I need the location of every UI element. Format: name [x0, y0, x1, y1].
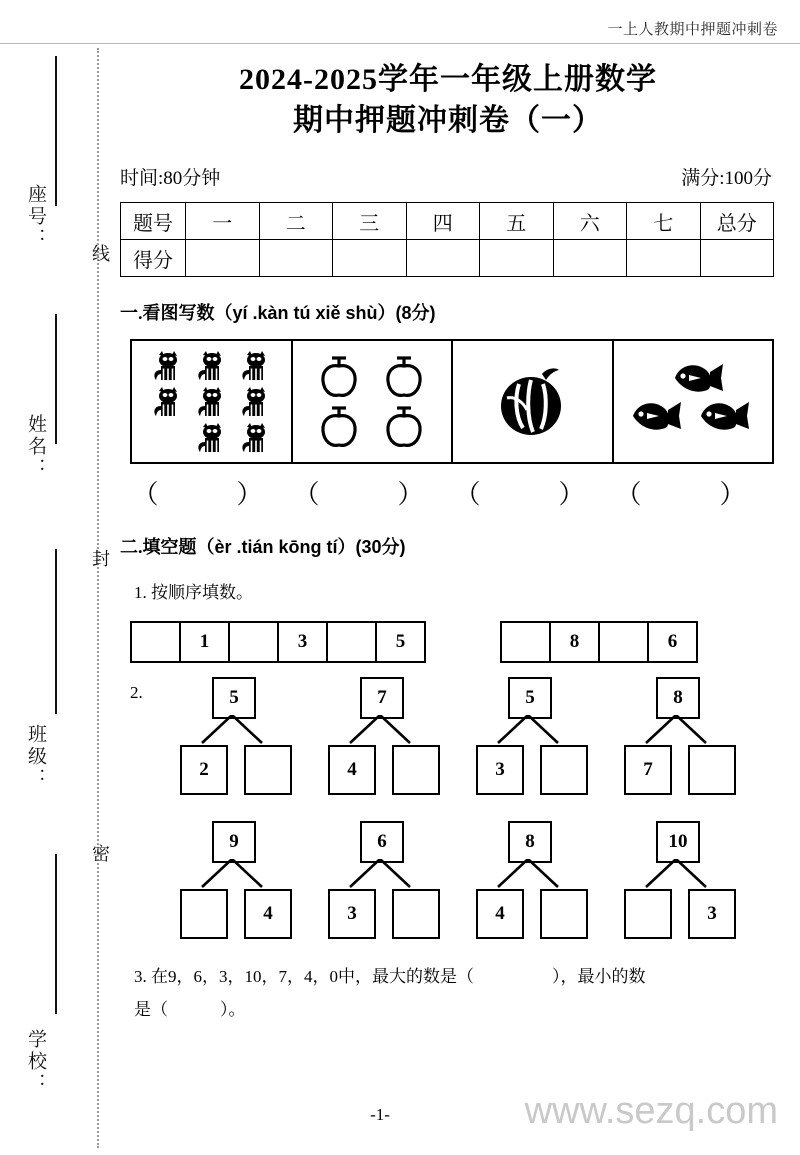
section-1-heading-points: (8分) — [395, 303, 436, 323]
watermelon-icon — [493, 358, 571, 445]
margin-rule-3 — [55, 549, 57, 714]
score-cell-6[interactable] — [553, 240, 627, 277]
sequence-cell[interactable]: 1 — [179, 621, 230, 663]
cat-spacer — [145, 420, 189, 456]
sequence-cell[interactable] — [228, 621, 279, 663]
bond-right[interactable] — [688, 745, 736, 795]
cat-icon — [233, 348, 277, 384]
apple-group — [307, 352, 437, 452]
question-3-part-1: 在9，6，3，10，7，4，0中，最大的数是（ — [151, 967, 474, 987]
bond-legs — [196, 859, 268, 889]
section-1-heading — [120, 299, 784, 325]
picture-box-watermelon — [453, 341, 614, 462]
number-bond-row-1 — [162, 677, 784, 795]
bond-top: 6 — [360, 821, 404, 863]
bond-top: 10 — [656, 821, 700, 863]
fish-group — [623, 357, 763, 447]
bond-left[interactable] — [180, 889, 228, 939]
number-bond — [606, 821, 754, 939]
section-1-heading-pinyin: yí .kàn tú xiě shù — [232, 303, 378, 323]
question-2-block — [130, 677, 784, 939]
score-table-row-label-1: 题号 — [121, 203, 186, 240]
score-col-1: 一 — [186, 203, 260, 240]
score-cell-3[interactable] — [333, 240, 407, 277]
bond-top: 8 — [508, 821, 552, 863]
bond-legs — [492, 715, 564, 745]
class-label: 班级： — [25, 724, 46, 790]
number-bond — [458, 677, 606, 795]
sequence-cell[interactable]: 8 — [549, 621, 600, 663]
bond-top: 8 — [656, 677, 700, 719]
bond-top: 5 — [508, 677, 552, 719]
bond-right[interactable] — [392, 889, 440, 939]
page-number: -1- — [370, 1105, 390, 1124]
score-cell-5[interactable] — [480, 240, 554, 277]
bond-left[interactable] — [624, 889, 672, 939]
picture-count-row — [130, 339, 774, 464]
bond-legs — [492, 859, 564, 889]
sequence-cell[interactable]: 6 — [647, 621, 698, 663]
bond-left[interactable]: 4 — [476, 889, 524, 939]
fish-icon — [669, 359, 725, 402]
sequence-row — [130, 621, 784, 663]
exam-total-score: 满分:100分 — [681, 168, 772, 189]
number-bond — [310, 677, 458, 795]
bond-left[interactable]: 2 — [180, 745, 228, 795]
cat-icon — [145, 384, 189, 420]
question-3-part-3: 是（ — [134, 999, 168, 1019]
section-1-heading-cn: 一.看图写数（ — [120, 303, 233, 323]
bond-legs — [640, 859, 712, 889]
bond-legs — [344, 859, 416, 889]
picture-box-cats — [132, 341, 293, 462]
sequence-group-2 — [500, 621, 696, 663]
section-2-heading — [120, 533, 784, 559]
bond-left[interactable]: 3 — [476, 745, 524, 795]
question-1-prompt: 按顺序填数。 — [151, 583, 253, 602]
score-cell-1[interactable] — [186, 240, 260, 277]
exam-duration: 时间:80分钟 — [120, 168, 221, 189]
score-col-5: 五 — [480, 203, 554, 240]
bond-right[interactable]: 4 — [244, 889, 292, 939]
question-1-text — [134, 577, 784, 609]
number-bond — [606, 677, 754, 795]
school-label: 学校： — [25, 1029, 46, 1095]
score-col-6: 六 — [553, 203, 627, 240]
bond-top: 5 — [212, 677, 256, 719]
number-bond — [310, 821, 458, 939]
section-2-heading-tail: ） — [337, 537, 356, 557]
apple-icon — [372, 402, 437, 452]
fish-icon — [627, 397, 683, 440]
margin-rule-2 — [55, 314, 57, 444]
title-line-1: 2024-2025学年一年级上册数学 — [239, 63, 657, 96]
bond-right[interactable] — [540, 745, 588, 795]
seal-margin-column — [0, 44, 108, 1155]
table-row-question-numbers — [121, 203, 774, 240]
score-col-3: 三 — [333, 203, 407, 240]
sequence-cell[interactable]: 5 — [375, 621, 426, 663]
table-row-scores — [121, 240, 774, 277]
picture-box-fish — [614, 341, 773, 462]
apple-icon — [307, 352, 372, 402]
seal-dotted-line — [97, 48, 99, 1148]
number-bond — [162, 821, 310, 939]
title-line-2: 期中押题冲刺卷（一） — [293, 103, 603, 137]
seat-number-label: 座号： — [25, 184, 46, 250]
question-2-number: 2. — [130, 683, 143, 703]
picture-answer-row — [130, 474, 774, 511]
exam-meta — [112, 163, 784, 190]
section-2-heading-points: (30分) — [355, 537, 406, 557]
cat-icon — [189, 384, 233, 420]
bond-right[interactable] — [540, 889, 588, 939]
bond-legs — [344, 715, 416, 745]
seal-char-feng: 封 — [90, 549, 110, 567]
sequence-cell[interactable]: 3 — [277, 621, 328, 663]
score-col-2: 二 — [259, 203, 333, 240]
score-cell-2[interactable] — [259, 240, 333, 277]
question-3-part-2: ），最小的数 — [552, 967, 646, 987]
sequence-cell[interactable] — [598, 621, 649, 663]
sequence-cell[interactable] — [326, 621, 377, 663]
sequence-group-1 — [130, 621, 424, 663]
cat-icon — [189, 348, 233, 384]
margin-rule-4 — [55, 854, 57, 1014]
bond-top: 7 — [360, 677, 404, 719]
section-1-heading-tail: ） — [377, 303, 396, 323]
running-header: 一上人教期中押题冲刺卷 — [607, 22, 778, 38]
student-name-label: 姓名： — [25, 414, 46, 480]
number-bond — [458, 821, 606, 939]
score-cell-4[interactable] — [406, 240, 480, 277]
bond-legs — [196, 715, 268, 745]
score-table-row-label-2: 得分 — [121, 240, 186, 277]
picture-box-apples — [293, 341, 454, 462]
section-2-heading-pinyin: èr .tián kōng tí — [214, 537, 338, 557]
bond-right[interactable] — [392, 745, 440, 795]
answer-blank-3[interactable]: （ ） — [454, 480, 611, 509]
bond-left[interactable]: 3 — [328, 889, 376, 939]
cat-group — [145, 348, 277, 456]
exam-body — [112, 44, 784, 1026]
question-1-number: 1. — [134, 583, 147, 602]
margin-rule-top — [55, 56, 57, 206]
cat-icon — [233, 420, 277, 456]
score-cell-total[interactable] — [700, 240, 774, 277]
apple-icon — [307, 402, 372, 452]
answer-blank-4[interactable]: （ ） — [615, 480, 772, 509]
bond-right[interactable] — [244, 745, 292, 795]
number-bond-row-2 — [162, 821, 784, 939]
answer-blank-1[interactable]: （ ） — [132, 480, 289, 509]
cat-icon — [145, 348, 189, 384]
bond-right[interactable]: 3 — [688, 889, 736, 939]
watermark: www.sezq.com — [524, 1090, 778, 1132]
number-bond — [162, 677, 310, 795]
question-3-text — [134, 961, 784, 1026]
score-table — [120, 202, 774, 277]
fish-icon — [695, 397, 751, 440]
sequence-cell[interactable] — [130, 621, 181, 663]
seal-char-mi: 密 — [90, 844, 110, 862]
bond-left[interactable]: 4 — [328, 745, 376, 795]
score-cell-7[interactable] — [627, 240, 701, 277]
bond-legs — [640, 715, 712, 745]
sequence-cell[interactable] — [500, 621, 551, 663]
seal-char-xian: 线 — [90, 244, 110, 262]
answer-blank-2[interactable]: （ ） — [293, 480, 450, 509]
apple-icon — [372, 352, 437, 402]
score-col-7: 七 — [627, 203, 701, 240]
bond-left[interactable]: 7 — [624, 745, 672, 795]
page-title — [112, 60, 784, 141]
question-3-part-4: ）。 — [220, 999, 246, 1019]
cat-icon — [233, 384, 277, 420]
section-2-heading-cn: 二.填空题（ — [120, 537, 215, 557]
score-col-4: 四 — [406, 203, 480, 240]
cat-icon — [189, 420, 233, 456]
score-col-total: 总分 — [700, 203, 774, 240]
question-3-number: 3. — [134, 967, 147, 987]
bond-top: 9 — [212, 821, 256, 863]
